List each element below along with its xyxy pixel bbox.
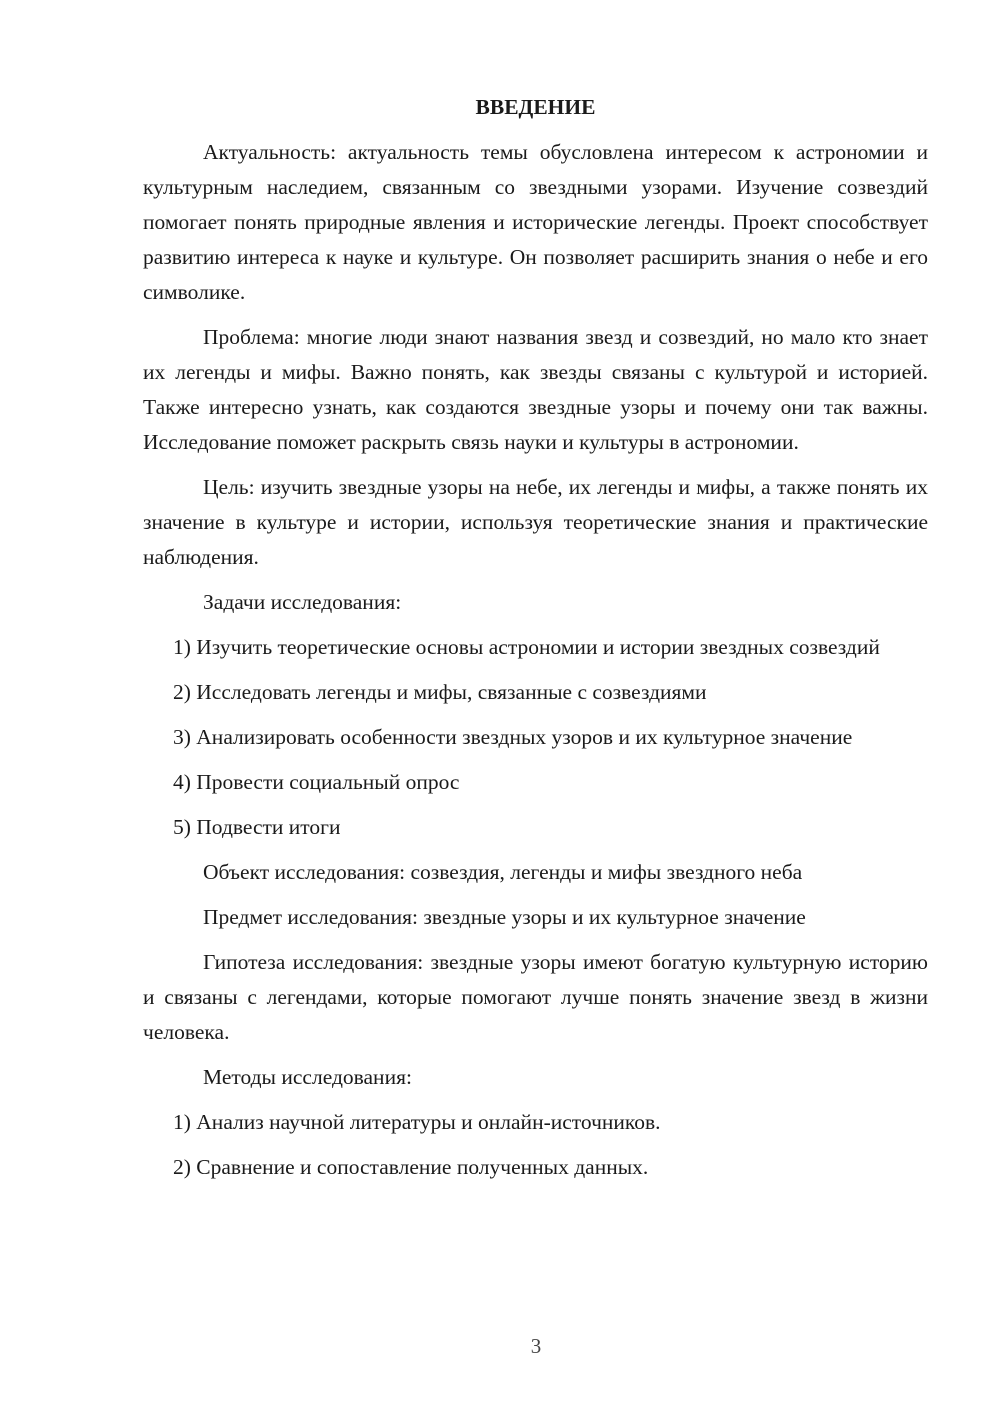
relevance-paragraph: Актуальность: актуальность темы обусловлена интересом к астрономии и культурным наследием, связанным со звездными узорами. Изучение созвездий помогает понять природные явления и исторические легенды. Проект способствует развитию интереса к науке и культуре. Он позволяет расширить знания о небе и его символике. bbox=[143, 140, 928, 304]
task-item-5: 5) Подвести итоги bbox=[173, 815, 341, 839]
task-item-2: 2) Исследовать легенды и мифы, связанные с созвездиями bbox=[173, 680, 707, 704]
problem-paragraph: Проблема: многие люди знают названия звезд и созвездий, но мало кто знает их легенды и мифы. Важно понять, как звезды связаны с культурой и историей. Также интересно узнать, как создаются звездные узоры и почему они так важны. Исследование поможет раскрыть связь науки и культуры в астрономии. bbox=[143, 325, 928, 454]
method-item-2: 2) Сравнение и сопоставление полученных данных. bbox=[173, 1155, 649, 1179]
document-page bbox=[143, 90, 928, 1195]
task-item-1: 1) Изучить теоретические основы астрономии и истории звездных созвездий bbox=[173, 635, 880, 659]
tasks-heading: Задачи исследования: bbox=[203, 590, 402, 614]
task-item-3: 3) Анализировать особенности звездных узоров и их культурное значение bbox=[173, 725, 853, 749]
task-item-4: 4) Провести социальный опрос bbox=[173, 770, 460, 794]
methods-heading: Методы исследования: bbox=[203, 1065, 412, 1089]
section-heading: ВВЕДЕНИЕ bbox=[475, 95, 596, 119]
page-number: 3 bbox=[530, 1334, 542, 1358]
subject-paragraph: Предмет исследования: звездные узоры и их культурное значение bbox=[203, 905, 806, 929]
hypothesis-paragraph: Гипотеза исследования: звездные узоры имеют богатую культурную историю и связаны с легендами, которые помогают лучше понять значение звезд в жизни человека. bbox=[143, 950, 928, 1044]
goal-paragraph: Цель: изучить звездные узоры на небе, их легенды и мифы, а также понять их значение в культуре и истории, используя теоретические знания и практические наблюдения. bbox=[143, 475, 928, 569]
object-paragraph: Объект исследования: созвездия, легенды и мифы звездного неба bbox=[203, 860, 803, 884]
method-item-1: 1) Анализ научной литературы и онлайн-источников. bbox=[173, 1110, 661, 1134]
